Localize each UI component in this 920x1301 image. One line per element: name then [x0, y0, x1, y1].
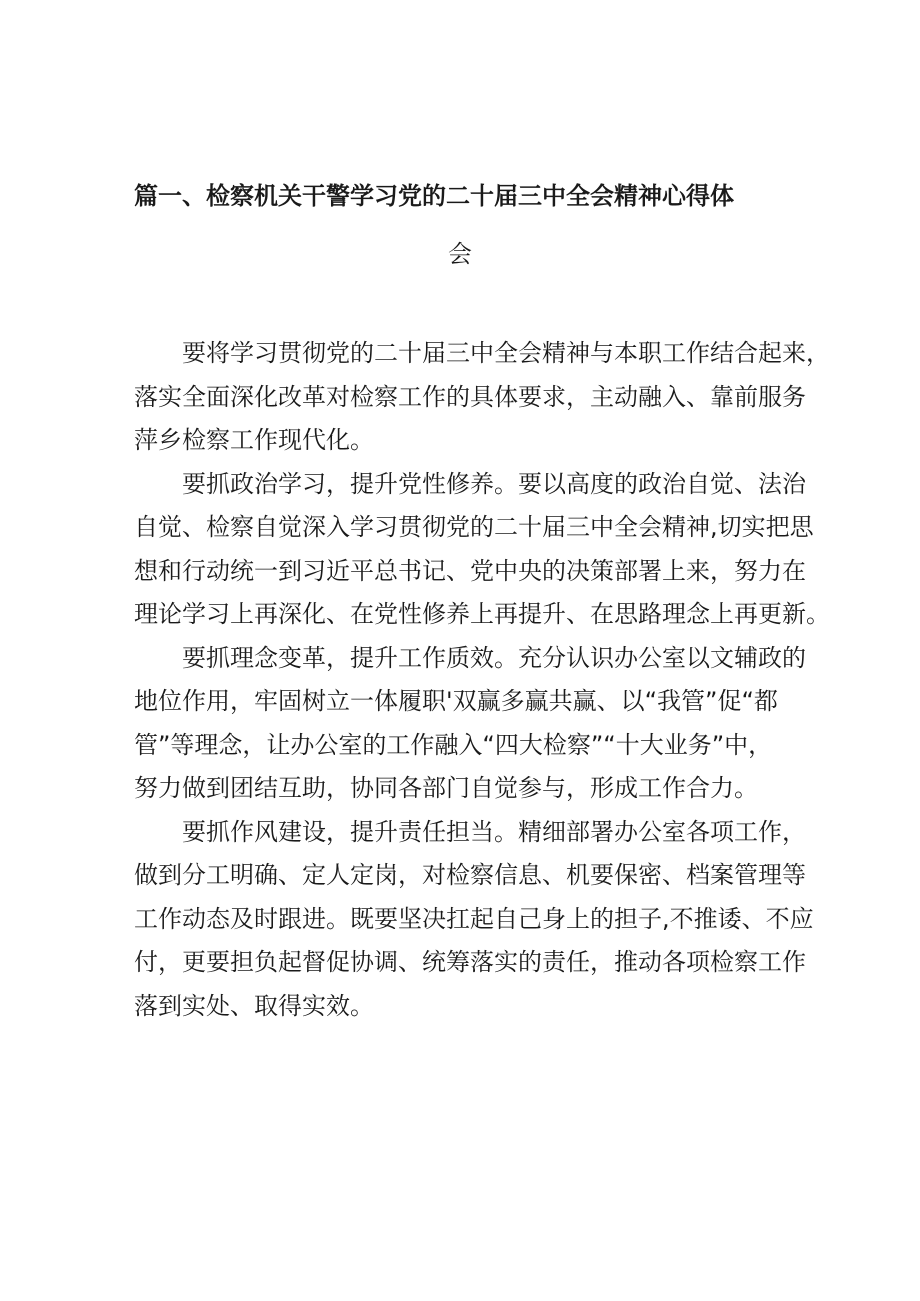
paragraph-4-line-4: 付，更要担负起督促协调、统筹落实的责任，推动各项检察工作: [134, 948, 806, 976]
document-title-continuation: 会: [448, 240, 472, 268]
paragraph-1-line-2: 落实全面深化改革对检察工作的具体要求，主动融入、靠前服务: [134, 382, 806, 411]
paragraph-2-line-1: 要抓政治学习，提升党性修养。要以高度的政治自觉、法治: [182, 469, 806, 498]
paragraph-3-line-4: 努力做到团结互助，协同各部门自觉参与，形成工作合力。: [134, 774, 758, 802]
paragraph-3-line-2: 地位作用，牢固树立一体履职'双赢多赢共赢、以“我管”促“都: [134, 687, 778, 715]
document-body: [134, 332, 830, 1028]
paragraph-4-line-2: 做到分工明确、定人定岗，对检察信息、机要保密、档案管理等: [134, 861, 806, 889]
paragraph-1-line-1: 要将学习贯彻党的二十届三中全会精神与本职工作结合起来，: [182, 339, 830, 367]
document-title: 篇一、检察机关干警学习党的二十届三中全会精神心得体: [134, 182, 734, 210]
paragraph-2-line-4: 理论学习上再深化、在党性修养上再提升、在思路理念上再更新。: [134, 600, 830, 628]
paragraph-2-line-2: 自觉、检察自觉深入学习贯彻党的二十届三中全会精神,切实把思: [134, 513, 814, 541]
paragraph-2-line-3: 想和行动统一到习近平总书记、党中央的决策部署上来，努力在: [134, 556, 806, 585]
paragraph-3-line-1: 要抓理念变革，提升工作质效。充分认识办公室以文辅政的: [182, 643, 806, 672]
paragraph-1-line-3: 萍乡检察工作现代化。: [134, 426, 374, 454]
paragraph-4-line-5: 落到实处、取得实效。: [134, 991, 374, 1020]
paragraph-3-line-3: 管”等理念，让办公室的工作融入“四大检察”“十大业务”中，: [134, 730, 773, 759]
paragraph-4-line-3: 工作动态及时跟进。既要坚决扛起自己身上的担子,不推诿、不应: [134, 904, 814, 933]
paragraph-4-line-1: 要抓作风建设，提升责任担当。精细部署办公室各项工作，: [182, 817, 806, 846]
